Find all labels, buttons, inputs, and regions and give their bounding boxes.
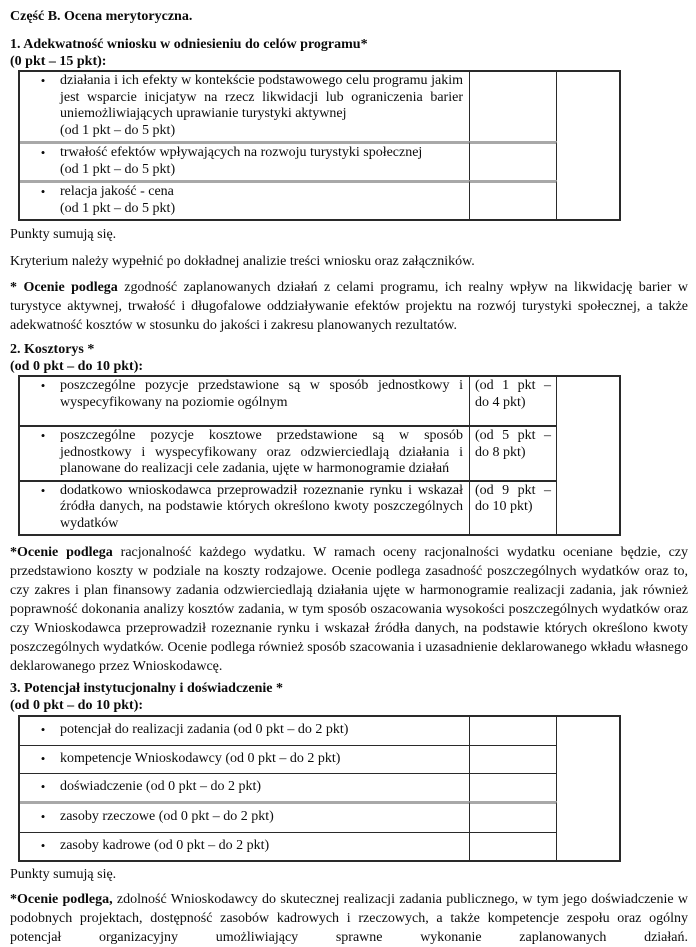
section-1-points-range: (0 pkt – 15 pkt):: [10, 54, 107, 69]
total-score-cell[interactable]: [557, 72, 623, 219]
score-cell[interactable]: [470, 832, 557, 860]
criterion-score-range: (od 1 pkt – do 5 pkt): [60, 122, 176, 138]
criterion-text: działania i ich efekty w kontekście podstawowego celu programu jakim jest wsparcie inicjatyw na rzecz likwidacji lub ograniczenia barier uniemożliwiających uprawianie turystyki aktywnej: [60, 73, 463, 121]
criterion-row: [20, 377, 470, 425]
criterion-row: [20, 480, 470, 535]
score-cell[interactable]: [470, 745, 557, 773]
footnote-section-1: [10, 278, 688, 335]
bullet-icon: •: [40, 184, 46, 199]
footnote-body: zdolność Wnioskodawcy do skutecznej realizacji zadania publicznego, w tym jego doświadczenie w podobnych projektach, dostępność zasobów kadrowych i rzeczowych, a także kompetencje zespołu oraz ogólny potencjał organizacyjny umożliwiający sprawne wykonanie zaplanowanych działań.: [10, 892, 688, 945]
criteria-table-2: [18, 375, 621, 536]
bullet-icon: •: [40, 779, 46, 794]
note-points-sum: Punkty sumują się.: [10, 227, 117, 242]
footnote-lead: *Ocenie podlega,: [10, 892, 113, 907]
criterion-score-range: (od 1 pkt – do 5 pkt): [60, 161, 176, 177]
bullet-icon: •: [40, 145, 46, 160]
bullet-icon: •: [40, 428, 46, 443]
total-score-cell[interactable]: [557, 717, 623, 860]
section-2-points-range: (od 0 pkt – do 10 pkt):: [10, 359, 144, 374]
bullet-icon: •: [40, 73, 46, 88]
criterion-row: [20, 832, 470, 860]
criterion-text: kompetencje Wnioskodawcy (od 0 pkt – do 2 pkt): [60, 751, 341, 766]
criterion-row: [20, 180, 470, 219]
criterion-text: zasoby kadrowe (od 0 pkt – do 2 pkt): [60, 838, 270, 853]
score-cell[interactable]: [470, 180, 557, 219]
footnote-body: racjonalność każdego wydatku. W ramach oceny racjonalności wydatku oceniane będzie, czy przedstawiono koszty w podziale na koszty rodzajowe. Ocenie podlega zasadność poszczególnych wydatków oraz to, czy zakres i plan finansowy zadania odzwierciedlają działania ujęte w harmonogramie realizacji zadania, jak również poprawność dokonania analizy kosztów zadania, w tym sposób oszacowania wysokości poszczególnych wydatków oraz czy Wnioskodawca przeprowadził rozeznanie rynku i wskazał źródła danych, na podstawie których określono kwoty poszczególnych wydatków. Ocenie podlega również sposób szacowania i uzasadnienie deklarowanego wkładu własnego deklarowanego przez Wnioskodawcę.: [10, 545, 689, 674]
bullet-icon: •: [40, 722, 46, 737]
criterion-row: [20, 773, 470, 801]
criterion-text: relacja jakość - cena: [60, 184, 174, 199]
criterion-score-range: (od 1 pkt – do 5 pkt): [60, 200, 176, 216]
bullet-icon: •: [40, 378, 46, 393]
criteria-table-1: [18, 70, 621, 221]
note-criterion-fill: Kryterium należy wypełnić po dokładnej analizie treści wniosku oraz załączników.: [10, 254, 475, 269]
section-2-heading: 2. Kosztorys *: [10, 342, 95, 357]
score-cell[interactable]: [470, 717, 557, 745]
criterion-text: poszczególne pozycje przedstawione są w sposób jednostkowy i wyspecyfikowany na poziomie ogólnym: [60, 378, 463, 410]
total-score-cell[interactable]: [557, 377, 623, 534]
criterion-text: potencjał do realizacji zadania (od 0 pkt – do 2 pkt): [60, 722, 349, 737]
criterion-row: [20, 141, 470, 180]
points-range-cell: (od 9 pkt – do 10 pkt): [470, 480, 557, 535]
criterion-text: zasoby rzeczowe (od 0 pkt – do 2 pkt): [60, 809, 274, 824]
section-3-points-range: (od 0 pkt – do 10 pkt):: [10, 698, 144, 713]
criterion-text: trwałość efektów wpływających na rozwoju turystyki społecznej: [60, 145, 423, 160]
criterion-row: [20, 425, 470, 480]
points-range-cell: (od 1 pkt – do 4 pkt): [470, 377, 557, 425]
bullet-icon: •: [40, 838, 46, 853]
score-cell[interactable]: [470, 801, 557, 832]
criterion-text: doświadczenie (od 0 pkt – do 2 pkt): [60, 779, 262, 794]
criterion-row: [20, 717, 470, 745]
criterion-row: [20, 72, 470, 141]
points-range-cell: (od 5 pkt – do 8 pkt): [470, 425, 557, 480]
section-1-heading: 1. Adekwatność wniosku w odniesieniu do celów programu*: [10, 37, 368, 52]
criterion-row: [20, 801, 470, 832]
criteria-table-3: [18, 715, 621, 862]
footnote-section-3: [10, 890, 688, 947]
criterion-text: poszczególne pozycje kosztowe przedstawione są w sposób jednostkowy i wyspecyfikowany oraz odzwierciedlają działania i planowane do realizacji cele zadania, ujęte w harmonogramie działań: [60, 428, 463, 476]
criterion-text: dodatkowo wnioskodawca przeprowadził rozeznanie rynku i wskazał źródła danych, na podstawie których określono kwoty poszczególnych wydatków: [60, 482, 463, 531]
criterion-row: [20, 745, 470, 773]
bullet-icon: •: [40, 751, 46, 766]
part-heading: Część B. Ocena merytoryczna.: [10, 9, 193, 24]
note-points-sum: Punkty sumują się.: [10, 867, 117, 882]
footnote-body: zgodność zaplanowanych działań z celami programu, ich realny wpływ na likwidację barier w turystyce aktywnej, trwałość i długofalowe oddziaływanie efektów projektu na rozwój turystyki społecznej, a także adekwatność kosztów w stosunku do jakości i zakresu planowanych rezultatów.: [10, 280, 688, 333]
section-3-heading: 3. Potencjał instytucjonalny i doświadczenie *: [10, 681, 283, 696]
bullet-icon: •: [40, 809, 46, 824]
bullet-icon: •: [40, 482, 46, 498]
score-cell[interactable]: [470, 141, 557, 180]
score-cell[interactable]: [470, 72, 557, 141]
score-cell[interactable]: [470, 773, 557, 801]
footnote-lead: * Ocenie podlega: [10, 280, 118, 295]
footnote-lead: *Ocenie podlega: [10, 545, 113, 560]
footnote-section-2: [10, 543, 688, 676]
